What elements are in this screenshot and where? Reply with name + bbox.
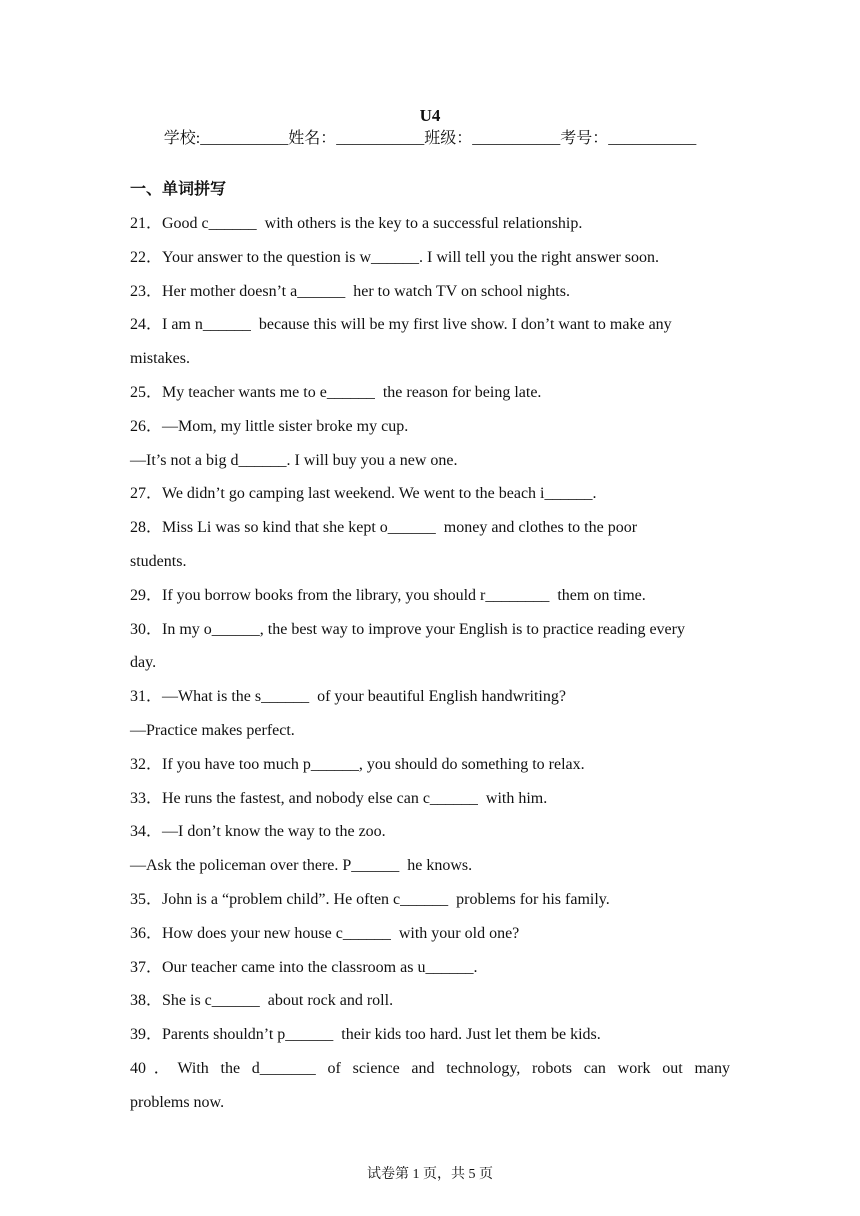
question-39: 39．Parents shouldn’t p______ their kids too hard. Just let them be kids. [130, 1026, 601, 1044]
question-28-continued: students. [130, 552, 187, 570]
question-40: 40．With the d_______ of science and technology, robots can work out many [130, 1059, 730, 1077]
section-heading: 一、单词拼写 [130, 179, 227, 198]
question-26-response: —It’s not a big d______. I will buy you a new one. [130, 451, 458, 469]
question-34: 34．—I don’t know the way to the zoo. [130, 823, 386, 841]
question-38: 38．She is c______ about rock and roll. [130, 992, 394, 1010]
question-31: 31．—What is the s______ of your beautiful English handwriting? [130, 688, 566, 706]
question-30: 30．In my o______, the best way to improve your English is to practice reading every [130, 620, 685, 638]
page-title: U4 [419, 106, 441, 125]
page-footer: 试卷第 1 页，共 5 页 [367, 1167, 493, 1182]
question-34-response: —Ask the policeman over there. P______ he knows. [130, 857, 473, 875]
question-28: 28．Miss Li was so kind that she kept o______ money and clothes to the poor [130, 519, 638, 537]
question-23: 23．Her mother doesn’t a______ her to watch TV on school nights. [130, 282, 570, 300]
question-37: 37．Our teacher came into the classroom as u______. [130, 958, 478, 976]
question-36: 36．How does your new house c______ with your old one? [130, 924, 520, 942]
question-22: 22．Your answer to the question is w______. I will tell you the right answer soon. [130, 248, 659, 266]
student-info-line: 学校:___________姓名：___________班级：___________考号：___________ [163, 130, 697, 147]
question-31-response: —Practice makes perfect. [130, 721, 295, 739]
question-25: 25．My teacher wants me to e______ the reason for being late. [130, 383, 542, 401]
question-35: 35．John is a “problem child”. He often c______ problems for his family. [130, 890, 610, 908]
question-30-continued: day. [130, 654, 157, 672]
question-33: 33．He runs the fastest, and nobody else can c______ with him. [130, 789, 548, 807]
question-26: 26．—Mom, my little sister broke my cup. [130, 417, 409, 435]
question-32: 32．If you have too much p______, you should do something to relax. [130, 755, 585, 773]
question-24: 24．I am n______ because this will be my first live show. I don’t want to make any [130, 316, 672, 334]
question-list [130, 207, 730, 1120]
question-27: 27．We didn’t go camping last weekend. We went to the beach i______. [130, 485, 597, 503]
question-29: 29．If you borrow books from the library, you should r________ them on time. [130, 586, 646, 604]
question-21: 21．Good c______ with others is the key to a successful relationship. [130, 215, 583, 232]
question-24-continued: mistakes. [130, 350, 190, 368]
question-40-continued: problems now. [130, 1093, 225, 1111]
